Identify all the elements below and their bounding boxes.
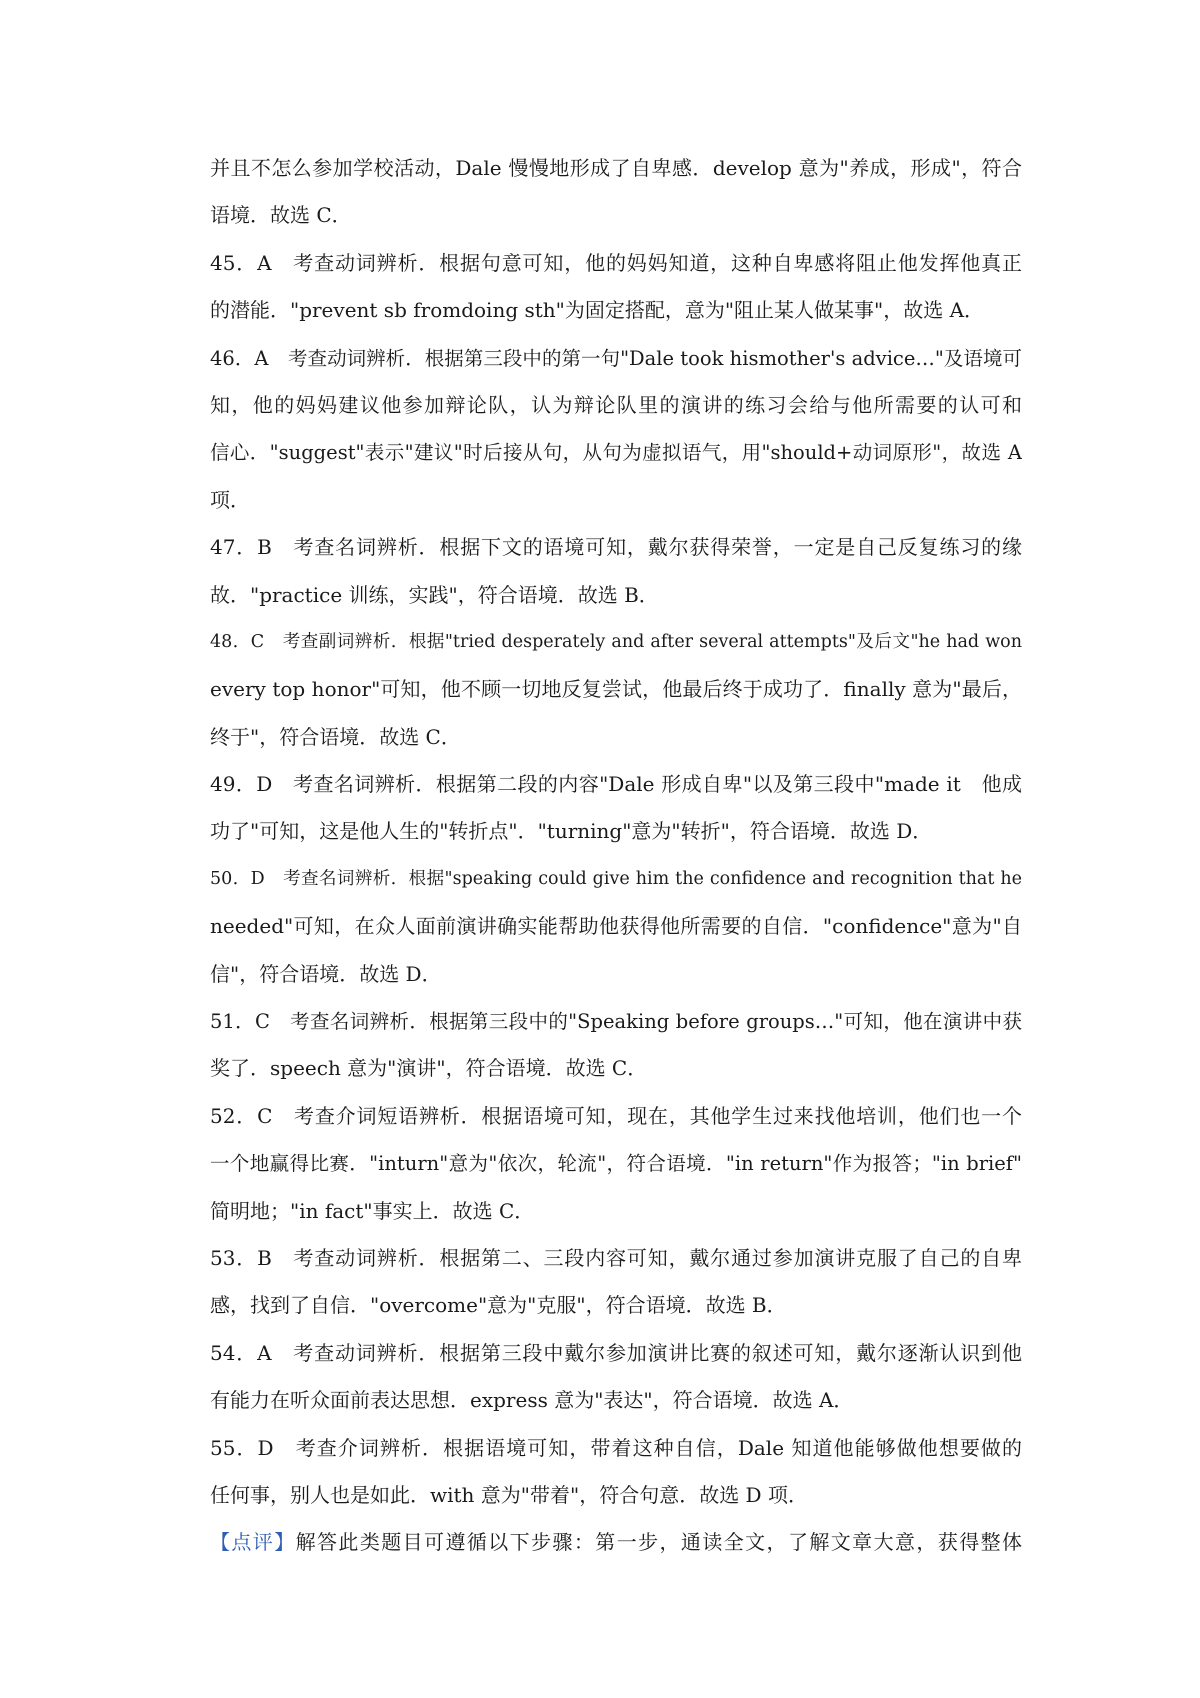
comment-text: 解答此类题目可遵循以下步骤：第一步，通读全文，了解文章大意，获得整体 — [295, 1530, 1022, 1555]
text-line: 故．"practice 训练，实践"，符合语境．故选 B． — [210, 582, 659, 607]
comment-tag: 【点评】 — [210, 1530, 296, 1555]
text-line: 感，找到了自信．"overcome"意为"克服"，符合语境．故选 B． — [210, 1293, 787, 1318]
answer-line: 50．D 考查名词辨析．根据"speaking could give him the confidence and recognition that he — [210, 868, 1022, 889]
answer-line: 46．A 考查动词辨析．根据第三段中的第一句"Dale took hismother's advice…"及语境可 — [210, 346, 1022, 370]
text-line: 语境．故选 C． — [210, 203, 352, 228]
answer-line: 49．D 考查名词辨析．根据第二段的内容"Dale 形成自卑"以及第三段中"made it 他成 — [210, 772, 1022, 797]
text-line: every top honor"可知，他不顾一切地反复尝试，他最后终于成功了．finally 意为"最后， — [210, 677, 1022, 702]
answer-line: 53．B 考查动词辨析．根据第二、三段内容可知，戴尔通过参加演讲克服了自己的自卑 — [210, 1245, 1022, 1270]
text-line: 有能力在听众面前表达思想．express 意为"表达"，符合语境．故选 A． — [210, 1388, 854, 1413]
text-line: needed"可知，在众人面前演讲确实能帮助他获得他所需要的自信．"confidence"意为"自 — [210, 914, 1022, 939]
answer-line: 55．D 考查介词辨析．根据语境可知，带着这种自信，Dale 知道他能够做他想要做的 — [210, 1435, 1022, 1460]
text-line: 终于"，符合语境．故选 C． — [210, 724, 461, 749]
text-line: 项． — [210, 487, 250, 512]
text-line: 一个地赢得比赛．"inturn"意为"依次，轮流"，符合语境．"in return"作为报答；"in brief" — [210, 1152, 1022, 1176]
text-line: 功了"可知，这是他人生的"转折点"．"turning"意为"转折"，符合语境．故选 D． — [210, 819, 933, 844]
text-line: 简明地；"in fact"事实上．故选 C． — [210, 1198, 535, 1223]
answer-line: 48．C 考查副词辨析．根据"tried desperately and after several attempts"及后文"he had won — [210, 631, 1022, 652]
text-line: 知，他的妈妈建议他参加辩论队，认为辩论队里的演讲的练习会给与他所需要的认可和 — [210, 392, 1022, 417]
text-line: 的潜能．"prevent sb fromdoing sth"为固定搭配，意为"阻止某人做某事"，故选 A． — [210, 298, 985, 323]
answer-line: 45．A 考查动词辨析．根据句意可知，他的妈妈知道，这种自卑感将阻止他发挥他真正 — [210, 250, 1022, 275]
text-line: 任何事，别人也是如此．with 意为"带着"，符合句意．故选 D 项． — [210, 1482, 808, 1507]
answer-line: 52．C 考查介词短语辨析．根据语境可知，现在，其他学生过来找他培训，他们也一个 — [210, 1103, 1022, 1128]
text-line: 信心．"suggest"表示"建议"时后接从句，从句为虚拟语气，用"should+动词原形"，故选 A — [210, 441, 1022, 465]
text-line: 信"，符合语境．故选 D． — [210, 961, 442, 986]
answer-line: 51．C 考查名词辨析．根据第三段中的"Speaking before groups…"可知，他在演讲中获 — [210, 1010, 1022, 1034]
text-line: 并且不怎么参加学校活动，Dale 慢慢地形成了自卑感．develop 意为"养成，形成"，符合 — [210, 156, 1022, 180]
comment-line — [210, 1519, 1022, 1566]
answer-line: 54．A 考查动词辨析．根据第三段中戴尔参加演讲比赛的叙述可知，戴尔逐渐认识到他 — [210, 1340, 1022, 1365]
text-line: 奖了．speech 意为"演讲"，符合语境．故选 C． — [210, 1056, 648, 1081]
answer-line: 47．B 考查名词辨析．根据下文的语境可知，戴尔获得荣誉，一定是自己反复练习的缘 — [210, 535, 1022, 560]
document-page — [210, 145, 1022, 1567]
